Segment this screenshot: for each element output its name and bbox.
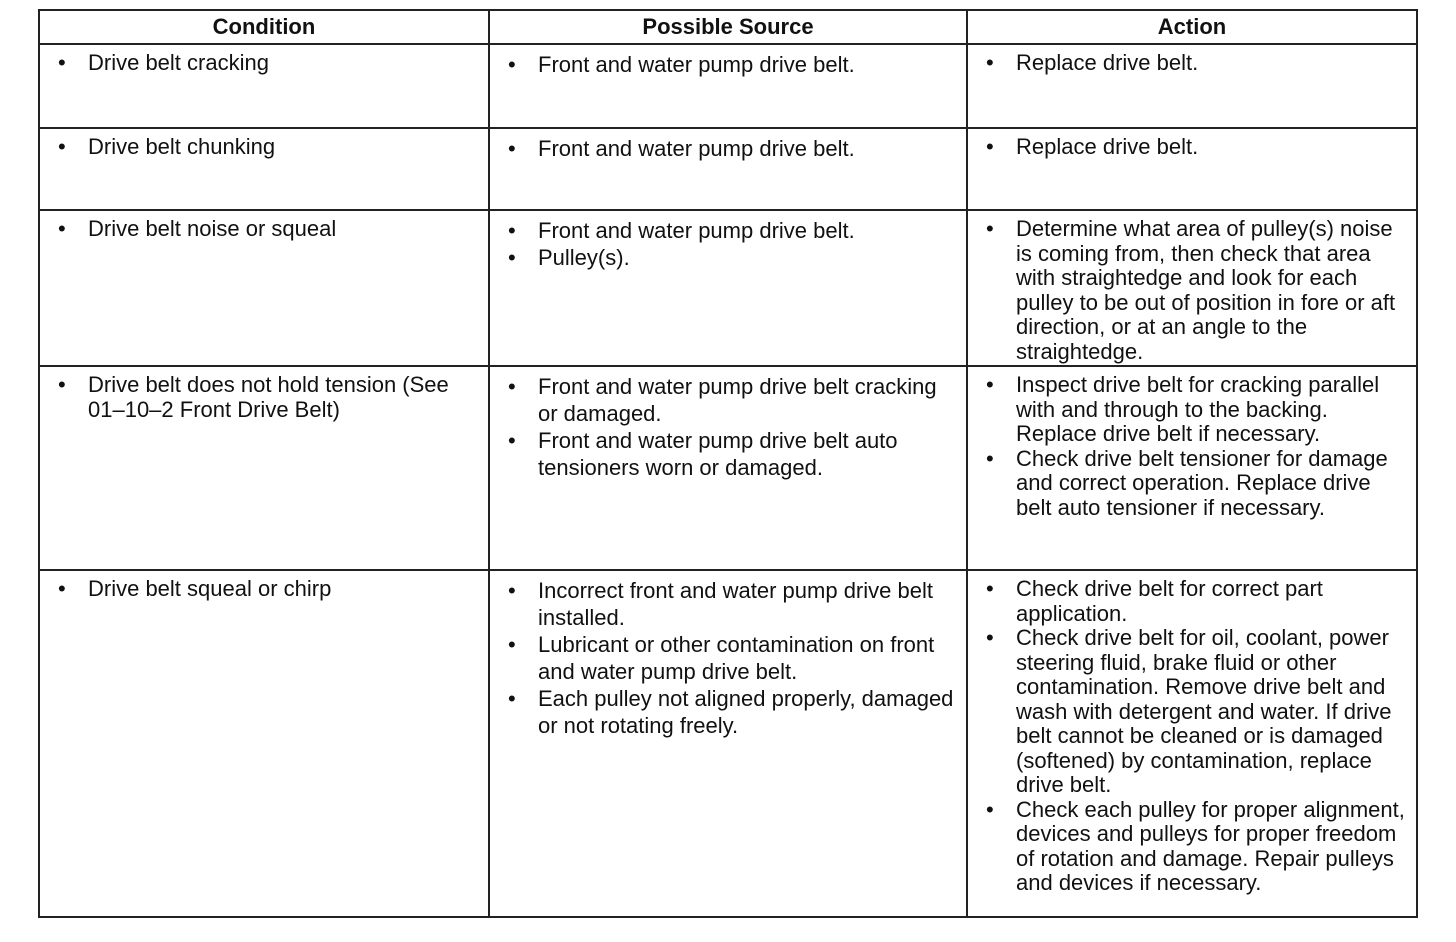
- list-item: • Each pulley not aligned properly, damaged or not rotating freely.: [490, 685, 958, 739]
- list-item: • Front and water pump drive belt.: [490, 51, 958, 78]
- header-action: Action: [967, 10, 1417, 44]
- condition-cell: [39, 128, 489, 210]
- list-item: • Check each pulley for proper alignment, devices and pulleys for proper freedom of rotation and damage. Repair pulleys and devices if necessary.: [968, 798, 1408, 896]
- list-item: • Incorrect front and water pump drive belt installed.: [490, 577, 958, 631]
- table-row: [39, 570, 1417, 917]
- list-item: • Front and water pump drive belt.: [490, 217, 958, 244]
- list-item: • Front and water pump drive belt auto tensioners worn or damaged.: [490, 427, 958, 481]
- source-cell: [489, 570, 967, 917]
- action-cell: [967, 210, 1417, 366]
- list-item: • Drive belt chunking: [40, 135, 480, 160]
- list-item: • Inspect drive belt for cracking parallel with and through to the backing. Replace drive belt if necessary.: [968, 373, 1408, 447]
- action-cell: [967, 128, 1417, 210]
- list-item: • Drive belt squeal or chirp: [40, 577, 480, 602]
- list-item: • Replace drive belt.: [968, 135, 1408, 160]
- condition-cell: [39, 44, 489, 128]
- list-item: • Check drive belt for oil, coolant, power steering fluid, brake fluid or other contamination. Remove drive belt and wash with detergent and water. If drive belt cannot be cleaned or is damaged (softened) by contamination, replace drive belt.: [968, 626, 1408, 798]
- list-item: • Determine what area of pulley(s) noise is coming from, then check that area with straightedge and look for each pulley to be out of position in fore or aft direction, or at an angle to the straightedge.: [968, 217, 1408, 364]
- list-item: • Front and water pump drive belt.: [490, 135, 958, 162]
- action-cell: [967, 44, 1417, 128]
- list-item: • Replace drive belt.: [968, 51, 1408, 76]
- source-cell: [489, 366, 967, 570]
- header-possible-source: Possible Source: [489, 10, 967, 44]
- action-cell: [967, 366, 1417, 570]
- table-row: [39, 128, 1417, 210]
- list-item: • Lubricant or other contamination on front and water pump drive belt.: [490, 631, 958, 685]
- condition-cell: [39, 366, 489, 570]
- source-cell: [489, 210, 967, 366]
- action-cell: [967, 570, 1417, 917]
- table-row: [39, 366, 1417, 570]
- table-row: [39, 210, 1417, 366]
- list-item: • Front and water pump drive belt cracking or damaged.: [490, 373, 958, 427]
- list-item: • Check drive belt for correct part application.: [968, 577, 1408, 626]
- header-condition: Condition: [39, 10, 489, 44]
- condition-cell: [39, 570, 489, 917]
- list-item: • Check drive belt tensioner for damage and correct operation. Replace drive belt auto tensioner if necessary.: [968, 447, 1408, 521]
- header-row: [39, 10, 1417, 44]
- list-item: • Drive belt noise or squeal: [40, 217, 480, 242]
- source-cell: [489, 128, 967, 210]
- list-item: • Pulley(s).: [490, 244, 958, 271]
- condition-cell: [39, 210, 489, 366]
- list-item: • Drive belt cracking: [40, 51, 480, 76]
- table-row: [39, 44, 1417, 128]
- source-cell: [489, 44, 967, 128]
- list-item: • Drive belt does not hold tension (See 01–10–2 Front Drive Belt): [40, 373, 480, 422]
- diagnostic-table: [38, 9, 1418, 918]
